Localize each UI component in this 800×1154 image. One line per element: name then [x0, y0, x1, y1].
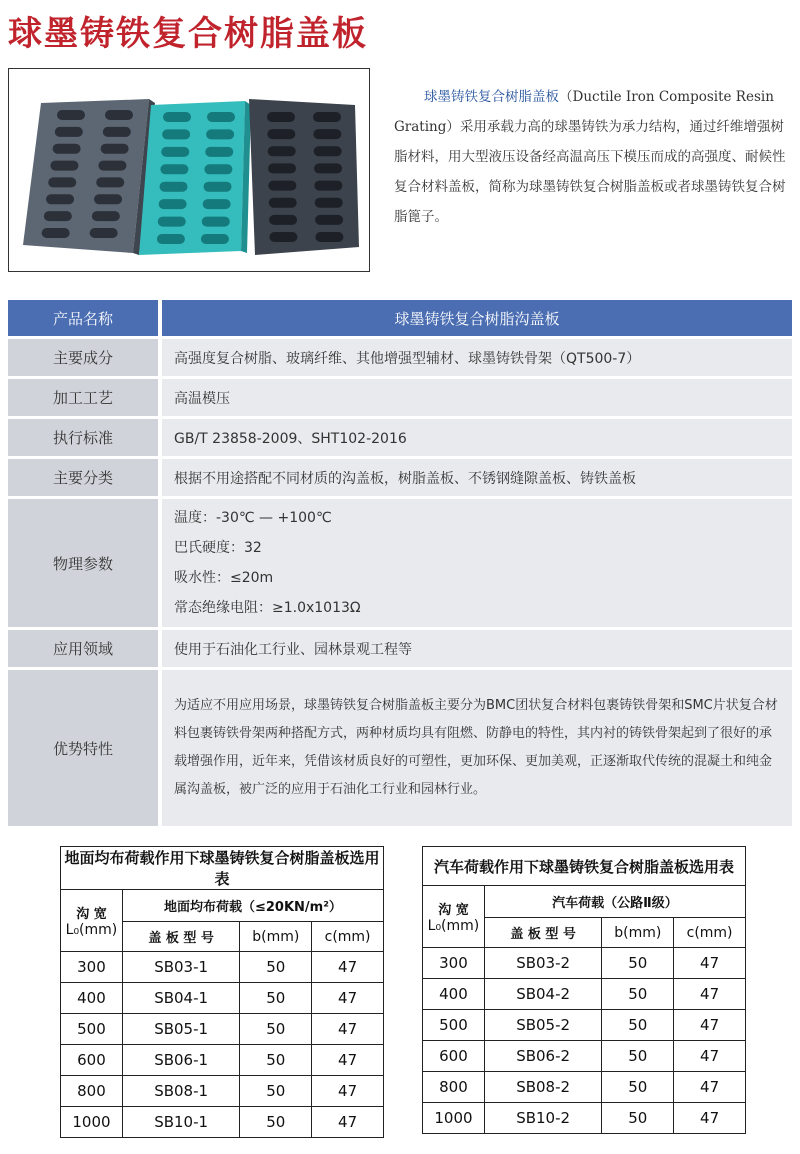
spec-row-standard	[8, 419, 792, 456]
cell-c: 47	[312, 1076, 384, 1107]
spec-value: 高强度复合树脂、玻璃纤维、其他增强型辅材、球墨铸铁骨架（QT500-7）	[162, 339, 792, 376]
grating-slot	[160, 182, 188, 192]
cell-width: 500	[423, 1010, 485, 1041]
cell-c: 47	[312, 1014, 384, 1045]
cell-model: SB08-2	[484, 1072, 601, 1103]
table-row	[61, 983, 384, 1014]
cell-c: 47	[312, 983, 384, 1014]
cell-width: 800	[61, 1076, 123, 1107]
grating-slot	[206, 129, 234, 139]
cell-c: 47	[674, 1041, 746, 1072]
spec-label: 物理参数	[8, 499, 158, 627]
grating-slot	[42, 228, 70, 238]
spec-value: 高温模压	[162, 379, 792, 416]
cell-model: SB05-2	[484, 1010, 601, 1041]
cell-c: 47	[674, 948, 746, 979]
cell-c: 47	[312, 1045, 384, 1076]
table-row	[61, 1014, 384, 1045]
spec-table	[8, 300, 792, 829]
grating-slot	[313, 112, 341, 122]
cell-width: 600	[423, 1041, 485, 1072]
spec-label: 优势特性	[8, 670, 158, 826]
spec-label: 加工工艺	[8, 379, 158, 416]
width-header	[61, 890, 123, 952]
cell-model: SB05-1	[122, 1014, 239, 1045]
spec-row-advantage	[8, 670, 792, 826]
spec-value: 使用于石油化工行业、园林景观工程等	[162, 630, 792, 667]
grating-slot	[204, 182, 232, 192]
param-water-absorption: 吸水性：≤20m	[174, 570, 274, 586]
cell-model: SB10-2	[484, 1103, 601, 1134]
param-temperature: 温度：-30℃ — +100℃	[174, 510, 332, 526]
spec-value: 为适应不用应用场景，球墨铸铁复合树脂盖板主要分为BMC团状复合材料包裹铸铁骨架和SMC片状复合材料包裹铸铁骨架两种搭配方式，两种材质均具有阻燃、防静电的特性，其内衬的铸铁骨架起到了很好的承载增强作用，近年来，凭借该材质良好的可塑性，更加环保、更加美观，正逐渐取代传统的混凝土和纯金属沟盖板，被广泛的应用于石油化工行业和园林行业。	[162, 670, 792, 826]
table-row	[61, 1076, 384, 1107]
grating-slot	[161, 147, 189, 157]
load-header: 地面均布荷载（≤20KN/m²）	[122, 890, 383, 922]
grating-slot	[159, 199, 187, 209]
physical-params	[162, 499, 792, 627]
cell-width: 300	[61, 952, 123, 983]
grating-slot	[313, 129, 341, 139]
grating-slot	[269, 232, 297, 242]
grating-slot	[314, 146, 342, 156]
grating-slot	[162, 129, 190, 139]
grating-slot	[53, 144, 81, 154]
table-row	[423, 1072, 746, 1103]
cell-width: 800	[423, 1072, 485, 1103]
table-title: 地面均布荷载作用下球墨铸铁复合树脂盖板选用表	[61, 847, 384, 890]
cell-c: 47	[674, 979, 746, 1010]
cell-model: SB06-2	[484, 1041, 601, 1072]
spec-label: 主要成分	[8, 339, 158, 376]
cell-b: 50	[240, 1045, 312, 1076]
cell-c: 47	[312, 952, 384, 983]
grating-slot	[314, 163, 342, 173]
spec-row-physical	[8, 499, 792, 627]
cell-b: 50	[602, 948, 674, 979]
cell-width: 400	[61, 983, 123, 1014]
b-header: b(mm)	[602, 918, 674, 948]
grating-slot	[94, 194, 122, 204]
product-photo	[8, 68, 370, 272]
grating-slot	[269, 198, 297, 208]
grating-slot	[46, 194, 74, 204]
width-label: 沟 宽	[438, 903, 469, 918]
grating-slot	[50, 161, 78, 171]
spec-row-composition	[8, 339, 792, 376]
grating-slot	[92, 211, 120, 221]
cell-b: 50	[602, 979, 674, 1010]
grating-slot	[163, 112, 191, 122]
spec-label: 应用领域	[8, 630, 158, 667]
grating-slot	[268, 163, 296, 173]
cell-c: 47	[312, 1107, 384, 1138]
grating-slot	[315, 215, 343, 225]
spec-row-category	[8, 459, 792, 496]
spec-header-label: 产品名称	[8, 300, 158, 336]
cell-model: SB06-1	[122, 1045, 239, 1076]
grating-slot	[201, 234, 229, 244]
grating-slot	[90, 228, 118, 238]
spec-label: 执行标准	[8, 419, 158, 456]
grating-slot	[105, 110, 133, 120]
grating-slot	[315, 198, 343, 208]
teal-grating-panel	[139, 101, 245, 255]
vehicle-load-table	[422, 846, 746, 1134]
cell-width: 500	[61, 1014, 123, 1045]
cell-width: 300	[423, 948, 485, 979]
grating-slot	[204, 164, 232, 174]
grating-slot	[315, 232, 343, 242]
ground-load-table	[60, 846, 384, 1138]
b-header: b(mm)	[240, 922, 312, 952]
table-row	[423, 1010, 746, 1041]
intro-body: （Ductile Iron Composite Resin Grating）采用承载力高的球墨铸铁为承力结构，通过纤维增强树脂材料，用大型液压设备经高温高压下模压而成的高强度、耐候性复合材料盖板，简称为球墨铸铁复合树脂盖板或者球墨铸铁复合树脂篦子。	[394, 89, 786, 225]
grating-slot	[269, 215, 297, 225]
spec-row-application	[8, 630, 792, 667]
spec-header-value: 球墨铸铁复合树脂沟盖板	[162, 300, 792, 336]
table-row	[61, 1045, 384, 1076]
grating-slot	[268, 181, 296, 191]
cell-width: 1000	[61, 1107, 123, 1138]
cell-b: 50	[240, 1076, 312, 1107]
cell-b: 50	[240, 1107, 312, 1138]
grating-slot	[55, 127, 83, 137]
cell-c: 47	[674, 1072, 746, 1103]
cell-b: 50	[602, 1103, 674, 1134]
grating-slot	[207, 112, 235, 122]
table-row	[423, 948, 746, 979]
grating-slot	[96, 177, 124, 187]
spec-label: 主要分类	[8, 459, 158, 496]
intro-paragraph	[394, 82, 794, 232]
cell-b: 50	[602, 1072, 674, 1103]
c-header: c(mm)	[674, 918, 746, 948]
table-row	[61, 1107, 384, 1138]
grating-slot	[158, 217, 186, 227]
gray-grating-panel	[23, 99, 149, 253]
grating-slot	[44, 211, 72, 221]
model-header: 盖 板 型 号	[122, 922, 239, 952]
model-header: 盖 板 型 号	[484, 918, 601, 948]
cell-model: SB04-2	[484, 979, 601, 1010]
table-row	[423, 1041, 746, 1072]
param-hardness: 巴氏硬度：32	[174, 540, 262, 556]
width-unit: L₀(mm)	[427, 918, 480, 934]
table-row	[61, 952, 384, 983]
cell-model: SB03-2	[484, 948, 601, 979]
intro-lead: 球墨铸铁复合树脂盖板	[424, 89, 559, 105]
grating-illustration	[9, 69, 369, 271]
grating-slot	[203, 199, 231, 209]
grating-slot	[157, 234, 185, 244]
grating-slot	[57, 110, 85, 120]
cell-b: 50	[240, 1014, 312, 1045]
grating-slot	[267, 129, 295, 139]
grating-slot	[202, 217, 230, 227]
cell-model: SB03-1	[122, 952, 239, 983]
spec-value: 根据不用途搭配不同材质的沟盖板，树脂盖板、不锈钢缝隙盖板、铸铁盖板	[162, 459, 792, 496]
spec-value: GB/T 23858-2009、SHT102-2016	[162, 419, 792, 456]
cell-model: SB04-1	[122, 983, 239, 1014]
cell-b: 50	[240, 952, 312, 983]
cell-width: 1000	[423, 1103, 485, 1134]
grating-slot	[268, 146, 296, 156]
cell-width: 600	[61, 1045, 123, 1076]
cell-b: 50	[240, 983, 312, 1014]
grating-slot	[205, 147, 233, 157]
table-title: 汽车荷载作用下球墨铸铁复合树脂盖板选用表	[423, 847, 746, 886]
cell-b: 50	[602, 1010, 674, 1041]
c-header: c(mm)	[312, 922, 384, 952]
grating-slot	[98, 161, 126, 171]
cell-width: 400	[423, 979, 485, 1010]
cell-c: 47	[674, 1103, 746, 1134]
cell-model: SB10-1	[122, 1107, 239, 1138]
table-row	[423, 1103, 746, 1134]
load-header: 汽车荷载（公路Ⅱ级）	[484, 886, 745, 918]
width-unit: L₀(mm)	[65, 922, 118, 938]
grating-slot	[267, 112, 295, 122]
dark-grating-panel	[249, 99, 359, 255]
spec-header-row	[8, 300, 792, 336]
cell-model: SB08-1	[122, 1076, 239, 1107]
cell-c: 47	[674, 1010, 746, 1041]
grating-slot	[103, 127, 131, 137]
param-insulation-resistance: 常态绝缘电阻：≥1.0x1013Ω	[174, 600, 361, 616]
grating-slot	[160, 164, 188, 174]
grating-slot	[48, 177, 76, 187]
grating-slot	[314, 181, 342, 191]
grating-slot	[101, 144, 129, 154]
page-title: 球墨铸铁复合树脂盖板	[8, 14, 368, 54]
width-header	[423, 886, 485, 948]
table-row	[423, 979, 746, 1010]
width-label: 沟 宽	[76, 907, 107, 922]
spec-row-process	[8, 379, 792, 416]
cell-b: 50	[602, 1041, 674, 1072]
